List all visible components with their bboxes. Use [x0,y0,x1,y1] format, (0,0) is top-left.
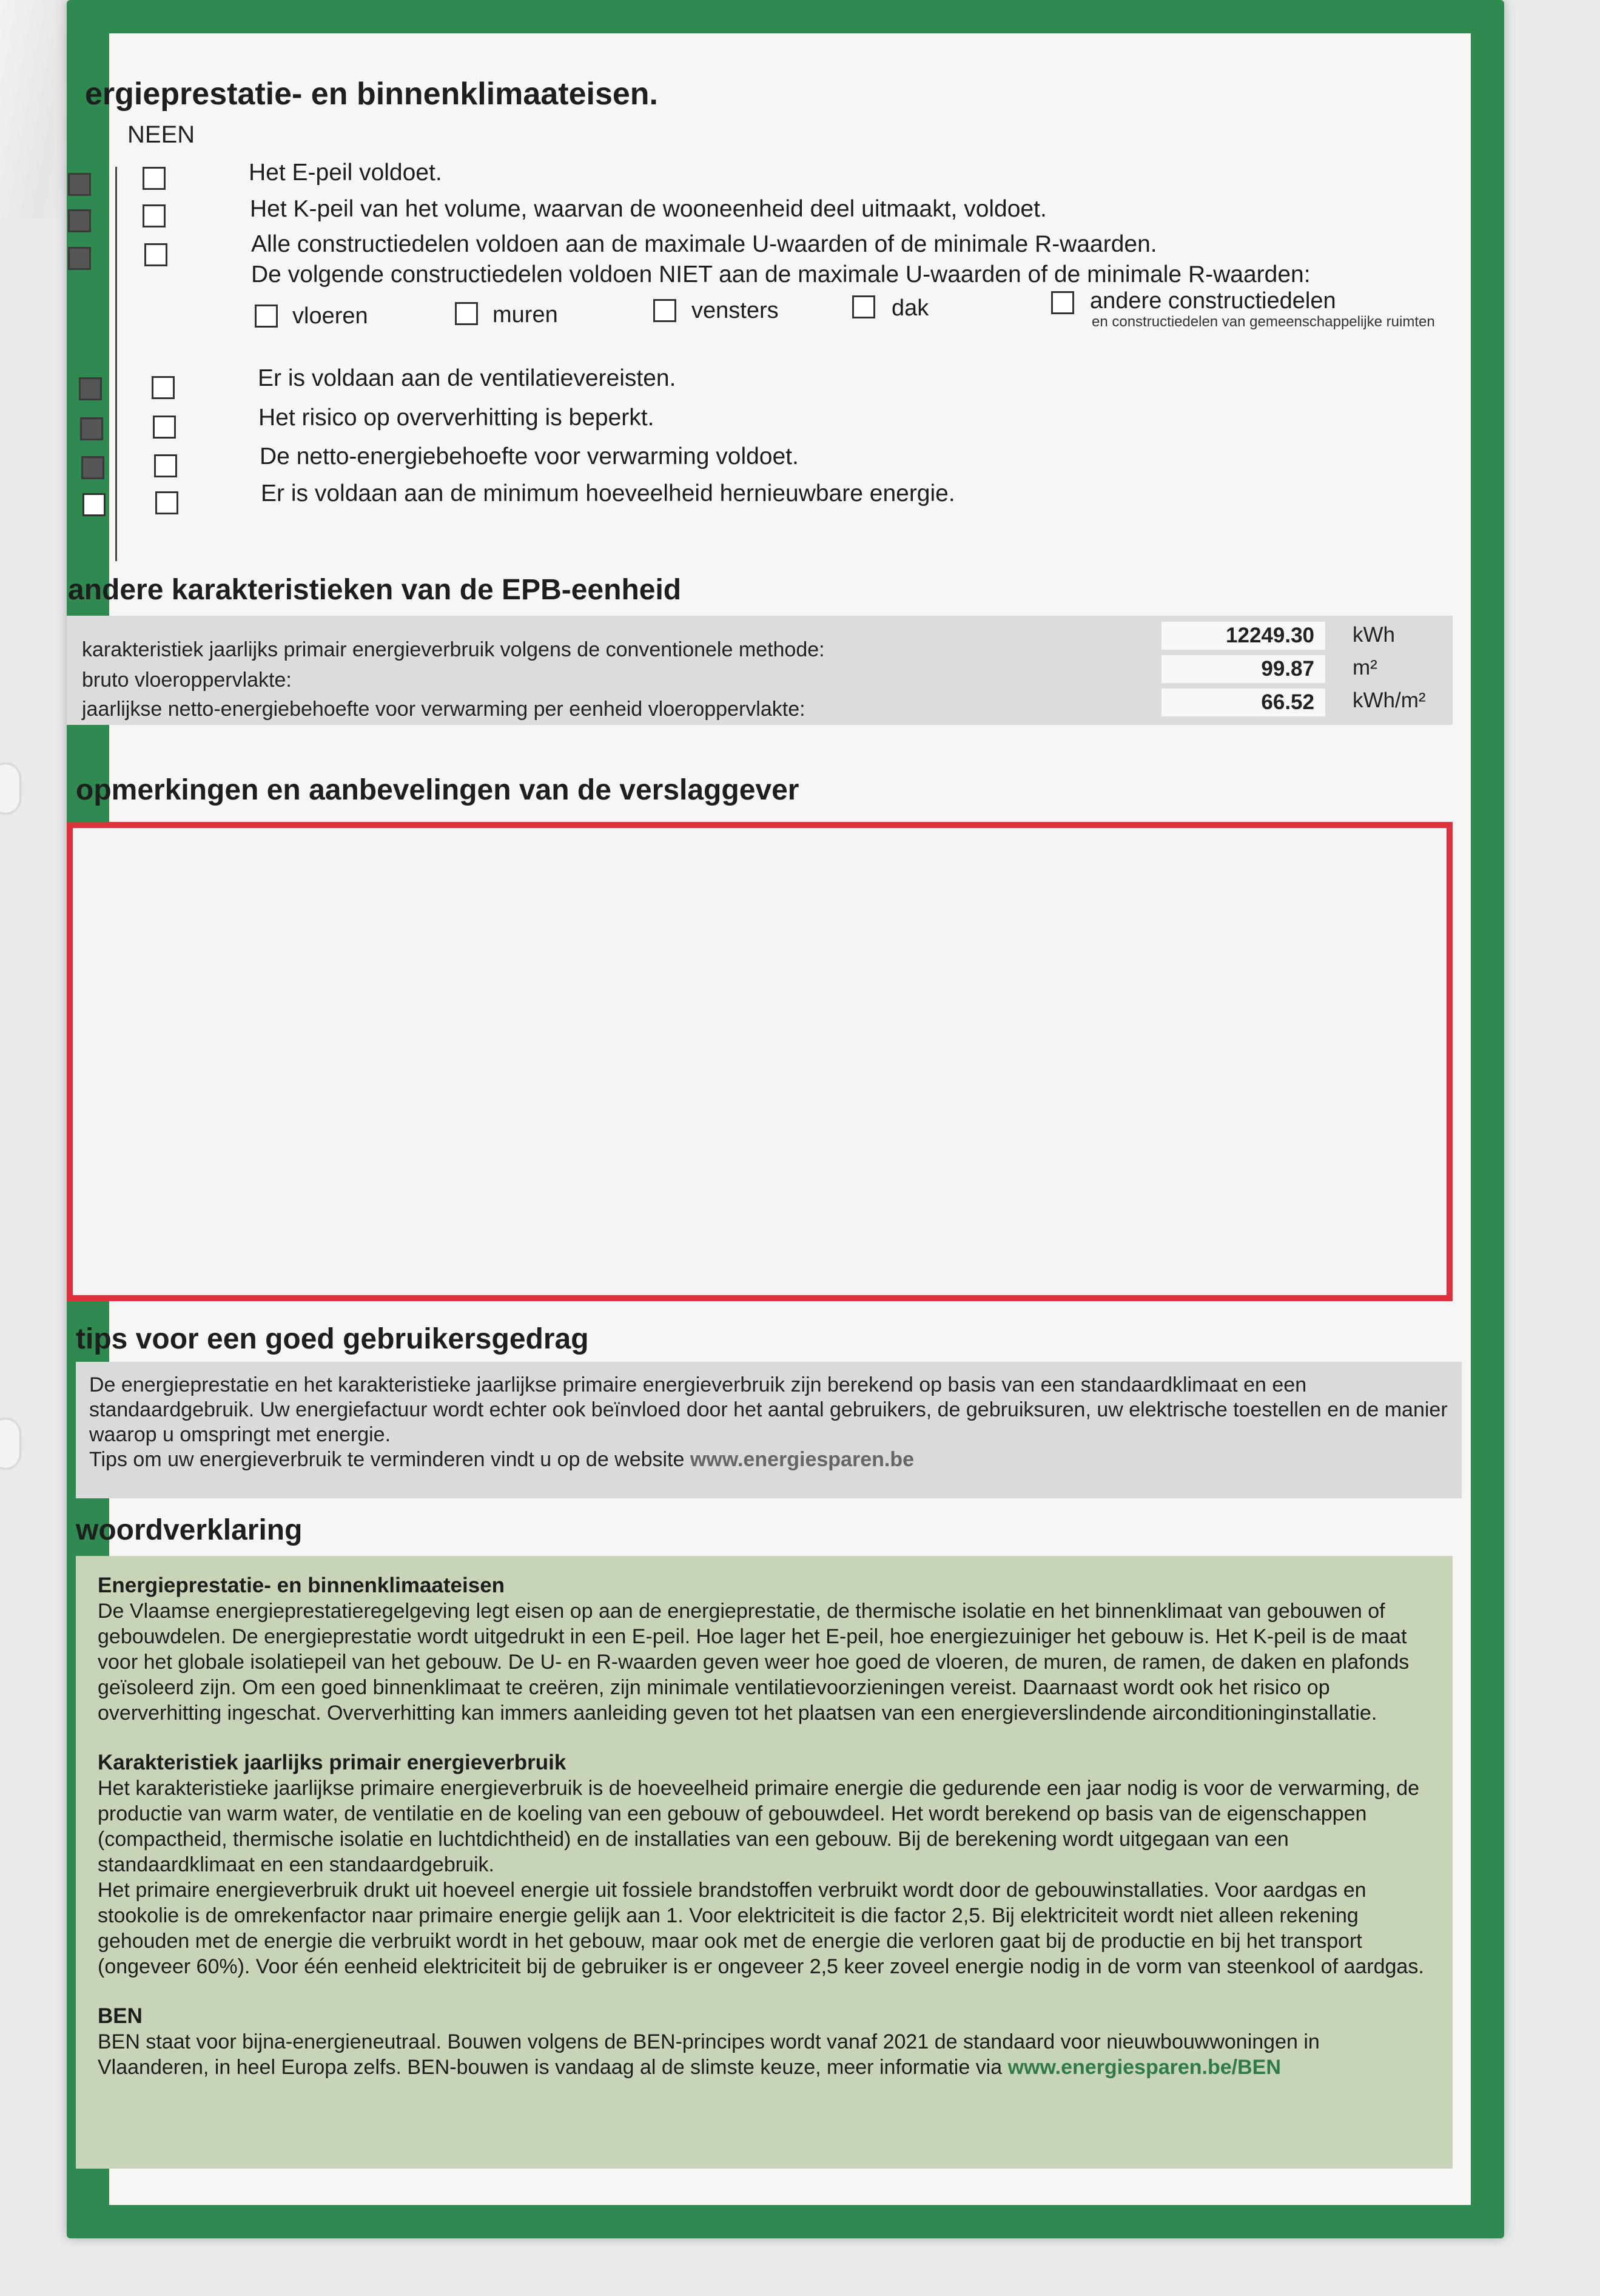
ja-checkbox-ventilatie[interactable] [79,377,102,400]
certificate-page [68,33,1471,2205]
requirement-u-waarden: Alle constructiedelen voldoen aan de maximale U-waarden of de minimale R-waarden. [251,231,1157,257]
neen-checkbox-netto-energie[interactable] [154,454,177,477]
tips-text: De energieprestatie en het karakteristieke jaarlijkse primaire energieverbruik zijn berekend op basis van een standaardklimaat en een standaardgebruik. Uw energiefactuur wordt echter ook beïnvloed door het aantal gebruikers, de gebruiksuren, uw elektrische toestellen en de manier waarop u omspringt met energie. [89,1373,1448,1446]
tips-text-2: Tips om uw energieverbruik te verminderen vindt u op de website [89,1448,690,1471]
requirement-ventilatie: Er is voldaan aan de ventilatievereisten. [258,365,676,391]
requirement-k-peil: Het K-peil van het volume, waarvan de wooneenheid deel uitmaakt, voldoet. [250,196,1047,222]
characteristics-heading: andere karakteristieken van de EPB-eenheid [68,574,682,606]
binder-hole-bottom [0,1419,19,1468]
char-value-vloeroppervlakte: 99.87 [1161,655,1325,683]
option-checkbox-vloeren[interactable] [255,305,278,328]
neen-checkbox-hernieuwbaar[interactable] [155,491,178,514]
glossary-body-primair: Het karakteristieke jaarlijkse primaire energieverbruik is de hoeveelheid primaire energie die gedurende een jaar nodig is voor de verwarming, de productie van warm water, de ventilatie en de koeling van een gebouw of gebouwdeel. Het wordt berekend op basis van de eigenschappen (compactheid, thermische isolatie en luchtdichtheid) en de installaties van een gebouw. Bij de berekening wordt uitgegaan van een standaardklimaat en een standaardgebruik. [98,1777,1420,1876]
char-unit-vloeroppervlakte: m² [1353,656,1377,679]
char-label-primair: karakteristiek jaarlijks primair energieverbruik volgens de conventionele methode: [82,638,825,661]
tips-link[interactable]: www.energiesparen.be [690,1448,914,1471]
option-vloeren: vloeren [292,303,368,329]
ja-checkbox-netto-energie[interactable] [81,456,104,479]
char-unit-netto: kWh/m² [1353,688,1426,712]
ja-checkbox-k-peil[interactable] [68,209,91,232]
remarks-box[interactable] [67,822,1453,1301]
option-muren: muren [492,302,558,328]
option-vensters: vensters [691,298,779,323]
neen-checkbox-u-waarden[interactable] [144,243,167,266]
glossary-body-ben: BEN staat voor bijna-energieneutraal. Bouwen volgens de BEN-principes wordt vanaf 2021 de standaard voor nieuwbouwwoningen in Vlaanderen, in heel Europa zelfs. BEN-bouwen is vandaag al de slimste keuze, meer informatie via [98,2030,1320,2079]
glossary-body-energieprestatie: De Vlaamse energieprestatieregelgeving legt eisen op aan de energieprestatie, de thermische isolatie en het binnenklimaat van gebouwen of gebouwdelen. De energieprestatie wordt uitgedrukt in een E-peil. Hoe lager het E-peil, hoe energiezuiniger het gebouw is. Het K-peil is de maat voor het globale isolatiepeil van het gebouw. De U- en R-waarden geven weer hoe goed de vloeren, de muren, de ramen, de daken en plafonds geïsoleerd zijn. Om een goed binnenklimaat te creëren, zijn minimale ventilatievoorzieningen vereist. Daarnaast wordt ook het risico op oververhitting ingeschat. Oververhitting kan immers aanleiding geven tot het plaatsen van een energieverslindende airconditioninginstallatie. [98,1600,1410,1725]
ja-checkbox-e-peil[interactable] [68,173,91,196]
tips-box [76,1362,1462,1498]
option-dak: dak [892,295,929,321]
glossary-box [76,1556,1453,2169]
option-checkbox-dak[interactable] [852,295,875,318]
char-label-vloeroppervlakte: bruto vloeroppervlakte: [82,668,292,692]
remarks-heading: opmerkingen en aanbevelingen van de verslaggever [76,774,799,806]
requirement-e-peil: Het E-peil voldoet. [249,160,442,186]
neen-checkbox-ventilatie[interactable] [152,376,175,399]
certificate-frame [67,0,1504,2238]
ja-checkbox-oververhitting[interactable] [80,417,103,440]
glossary-heading: woordverklaring [76,1514,303,1546]
char-value-netto: 66.52 [1161,688,1325,716]
option-checkbox-vensters[interactable] [653,299,676,322]
requirement-hernieuwbaar: Er is voldaan aan de minimum hoeveelheid hernieuwbare energie. [261,480,955,507]
char-label-netto: jaarlijkse netto-energiebehoefte voor verwarming per eenheid vloeroppervlakte: [82,698,805,721]
requirement-oververhitting: Het risico op oververhitting is beperkt. [258,405,654,431]
option-checkbox-muren[interactable] [455,302,478,325]
neen-column-label: NEEN [127,121,195,148]
binder-hole-top [0,764,19,813]
ja-checkbox-u-waarden[interactable] [68,247,91,270]
option-andere-note: en constructiedelen van gemeenschappelijke ruimten [1092,314,1435,330]
tips-heading: tips voor een goed gebruikersgedrag [76,1323,589,1355]
option-checkbox-andere[interactable] [1051,291,1074,314]
ja-neen-divider [115,167,117,561]
glossary-title-ben: BEN [98,2004,143,2028]
characteristics-box [67,616,1453,725]
char-unit-primair: kWh [1353,623,1395,647]
ja-checkbox-hernieuwbaar[interactable] [82,493,106,516]
requirement-netto-energie: De netto-energiebehoefte voor verwarming voldoet. [260,443,799,470]
glossary-body-primair-2: Het primaire energieverbruik drukt uit hoeveel energie uit fossiele brandstoffen verbruikt wordt door de gebouwinstallaties. Voor aardgas en stookolie is de omrekenfactor naar primaire energie gelijk aan 1. Voor elektriciteit is die factor 2,5. Bij elektriciteit wordt niet alleen rekening gehouden met de energie die verbruikt wordt in het gebouw, maar ook met de energie die verloren gaat bij de productie en bij het transport (ongeveer 60%). Voor één eenheid elektriciteit bij de gebruiker is er ongeveer 2,5 keer zoveel energie nodig in de vorm van steenkool of aardgas. [98,1879,1424,1978]
glossary-link-ben[interactable]: www.energiesparen.be/BEN [1007,2056,1281,2079]
glossary-title-primair: Karakteristiek jaarlijks primair energieverbruik [98,1751,566,1774]
neen-checkbox-k-peil[interactable] [143,204,166,227]
neen-checkbox-oververhitting[interactable] [153,416,176,439]
glossary-title-energieprestatie: Energieprestatie- en binnenklimaateisen [98,1574,505,1597]
page-title: ergieprestatie- en binnenklimaateisen. [85,76,658,112]
not-compliant-text: De volgende constructiedelen voldoen NIET aan de maximale U-waarden of de minimale R-waarden: [251,261,1311,288]
neen-checkbox-e-peil[interactable] [143,167,166,190]
option-andere: andere constructiedelen [1090,288,1336,314]
char-value-primair: 12249.30 [1161,622,1325,650]
